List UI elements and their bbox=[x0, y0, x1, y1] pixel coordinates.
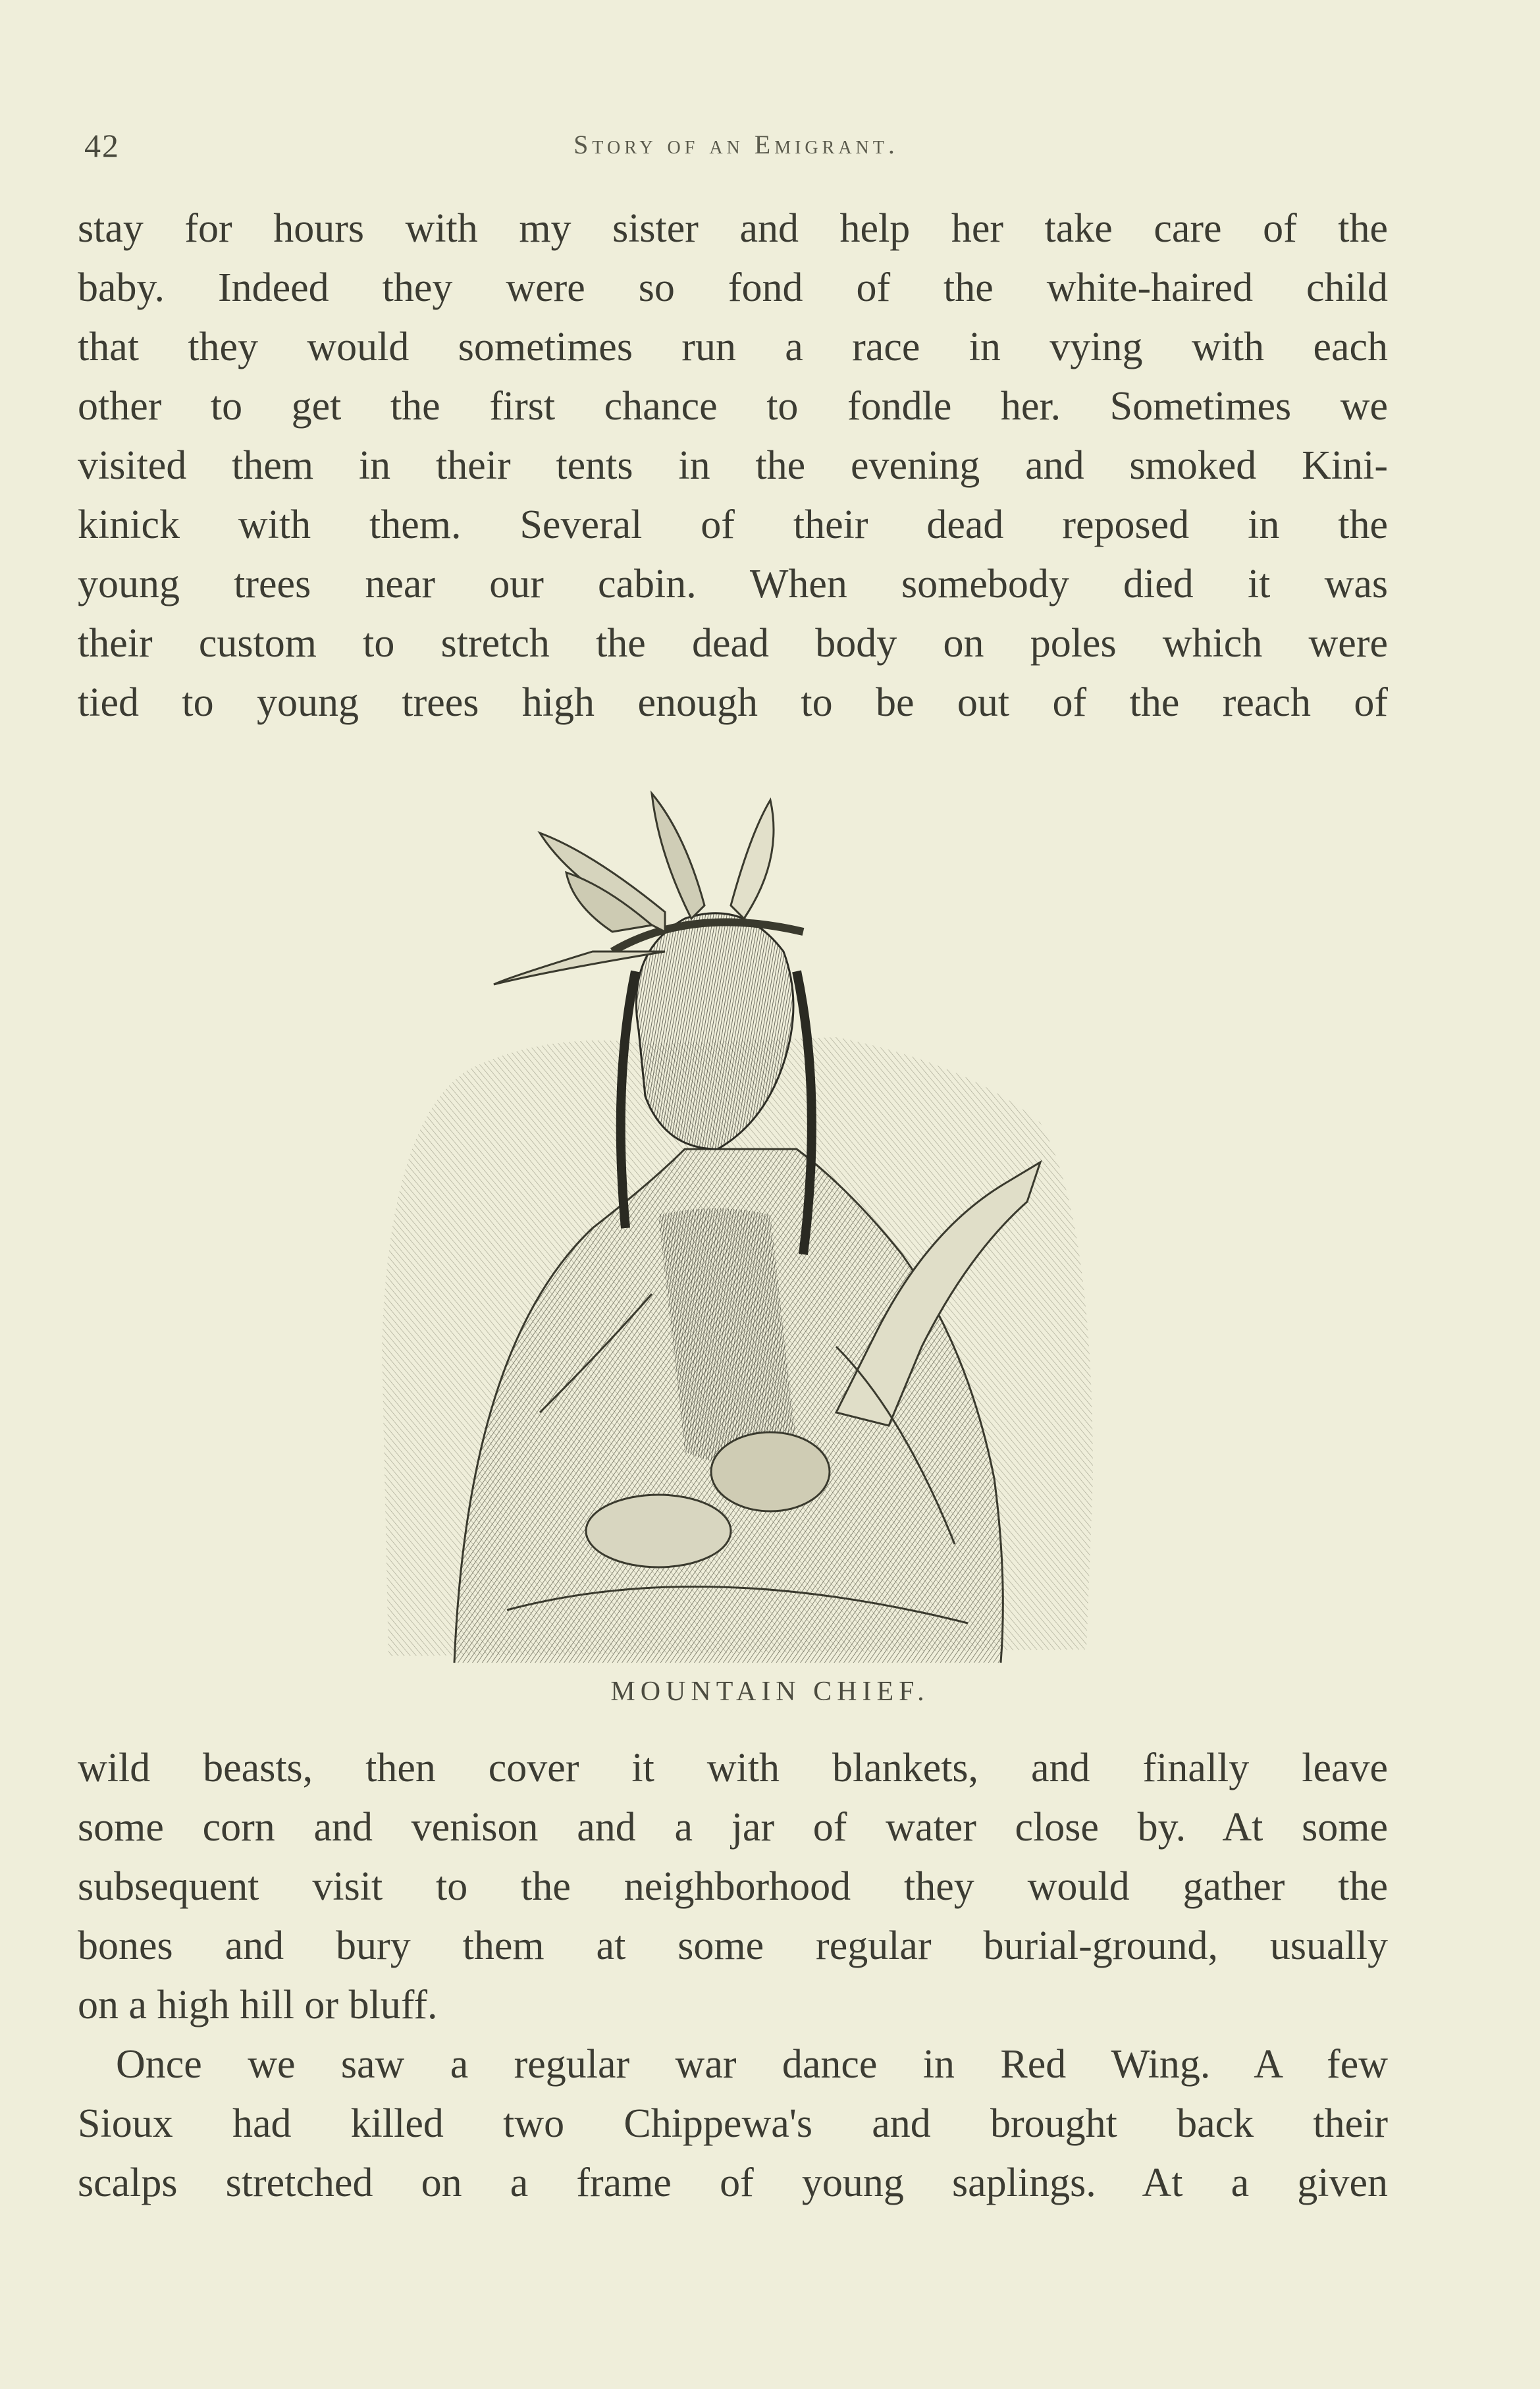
text-line: kinick with them. Several of their dead reposed in the bbox=[78, 502, 1388, 547]
page-number: 42 bbox=[84, 127, 120, 164]
text-line: tied to young trees high enough to be out of the reach of bbox=[78, 680, 1388, 725]
text-line: some corn and venison and a jar of water close by. At some bbox=[78, 1805, 1388, 1850]
text-line: on a high hill or bluff. bbox=[78, 1983, 438, 2027]
text-line: visited them in their tents in the evening and smoked Kini- bbox=[78, 443, 1388, 488]
body-text-bottom bbox=[78, 1738, 1388, 2213]
text-line: their custom to stretch the dead body on poles which were bbox=[78, 621, 1388, 666]
portrait-engraving bbox=[375, 754, 1113, 1682]
text-line: wild beasts, then cover it with blankets, and finally leave bbox=[78, 1746, 1388, 1790]
text-line: subsequent visit to the neighborhood they would gather the bbox=[78, 1864, 1388, 1909]
page-header bbox=[84, 126, 1388, 173]
text-line: other to get the first chance to fondle her. Sometimes we bbox=[78, 384, 1388, 429]
text-line: young trees near our cabin. When somebody died it was bbox=[78, 562, 1388, 606]
text-line: baby. Indeed they were so fond of the white-haired child bbox=[78, 265, 1388, 310]
running-head: Story of an Emigrant. bbox=[573, 130, 899, 159]
body-text-top bbox=[78, 199, 1388, 732]
engraving-illustration bbox=[375, 754, 1113, 1682]
text-line: Once we saw a regular war dance in Red Wing. A few bbox=[116, 2042, 1388, 2087]
text-line: stay for hours with my sister and help her take care of the bbox=[78, 206, 1388, 251]
text-line: Sioux had killed two Chippewa's and brought back their bbox=[78, 2101, 1388, 2146]
text-line: bones and bury them at some regular burial-ground, usually bbox=[78, 1923, 1388, 1968]
text-line: that they would sometimes run a race in vying with each bbox=[78, 325, 1388, 369]
text-line: scalps stretched on a frame of young saplings. At a given bbox=[78, 2161, 1388, 2205]
figure-caption: MOUNTAIN CHIEF. bbox=[610, 1677, 930, 1707]
